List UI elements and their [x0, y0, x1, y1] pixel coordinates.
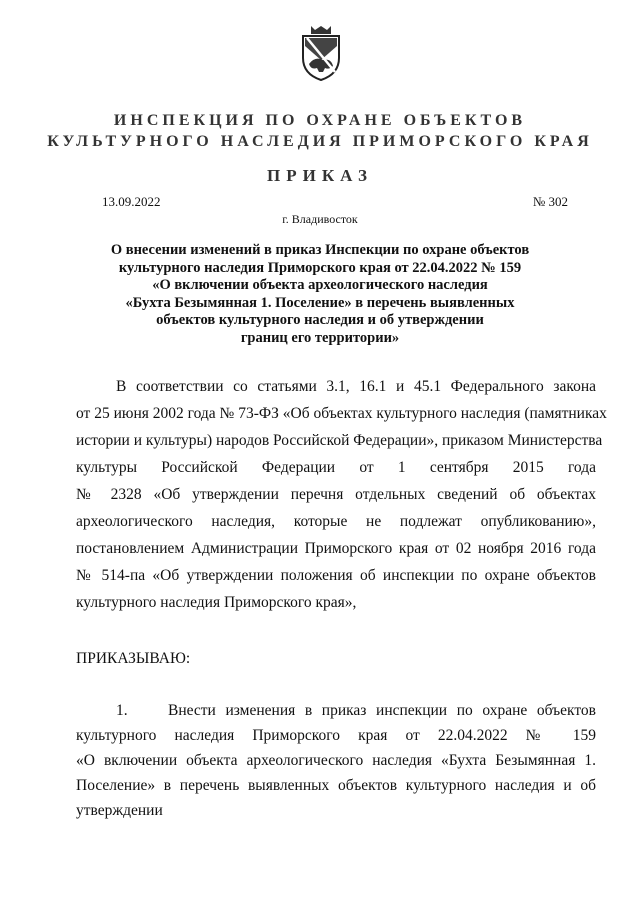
- subject-line: «Бухта Безымянная 1. Поселение» в перечень выявленных: [125, 294, 515, 311]
- item-line: Поселение» в перечень выявленных объектов культурного наследия и об: [76, 777, 596, 794]
- preamble-line: от 25 июня 2002 года № 73-ФЗ «Об объектах культурного наследия (памятниках: [76, 405, 607, 422]
- preamble-line: археологического наследия, которые не подлежат опубликованию»,: [76, 513, 596, 530]
- subject-line: культурного наследия Приморского края от 22.04.2022 № 159: [118, 259, 522, 276]
- organization-name-line1: ИНСПЕКЦИЯ ПО ОХРАНЕ ОБЪЕКТОВ: [113, 112, 527, 129]
- subject-line: объектов культурного наследия и об утверждении: [156, 312, 484, 328]
- preamble-line: культурного наследия Приморского края»,: [76, 594, 357, 611]
- organization-name-line2: КУЛЬТУРНОГО НАСЛЕДИЯ ПРИМОРСКОГО КРАЯ: [47, 133, 593, 150]
- preamble-line: культуры Российской Федерации от 1 сентября 2015 года: [76, 459, 596, 476]
- item-line: утверждении: [76, 802, 163, 819]
- order-subject: [100, 242, 540, 347]
- preamble-line: № 2328 «Об утверждении перечня отдельных сведений об объектах: [76, 486, 596, 503]
- city: г. Владивосток: [282, 212, 358, 226]
- coat-of-arms-icon: [299, 24, 343, 82]
- item-number: 1.: [116, 702, 128, 719]
- order-directive: ПРИКАЗЫВАЮ:: [76, 650, 191, 667]
- preamble-line: истории и культуры) народов Российской Федерации», приказом Министерства: [76, 432, 603, 449]
- document-type: ПРИКАЗ: [267, 166, 373, 185]
- subject-line: О внесении изменений в приказ Инспекции по охране объектов: [110, 242, 530, 258]
- item-line: Внести изменения в приказ инспекции по охране объектов: [168, 702, 596, 719]
- item-line: культурного наследия Приморского края от 22.04.2022 № 159: [76, 727, 596, 744]
- preamble-line: В соответствии со статьями 3.1, 16.1 и 45.1 Федерального закона: [116, 378, 596, 395]
- subject-line: границ его территории»: [240, 329, 400, 346]
- item-line: «О включении объекта археологического наследия «Бухта Безымянная 1.: [76, 752, 596, 769]
- order-number: № 302: [532, 194, 568, 209]
- preamble-line: № 514-па «Об утверждении положения об инспекции по охране объектов: [76, 567, 596, 584]
- subject-line: «О включении объекта археологического наследия: [152, 277, 488, 293]
- preamble-line: постановлением Администрации Приморского края от 02 ноября 2016 года: [76, 540, 596, 557]
- order-date: 13.09.2022: [102, 194, 161, 209]
